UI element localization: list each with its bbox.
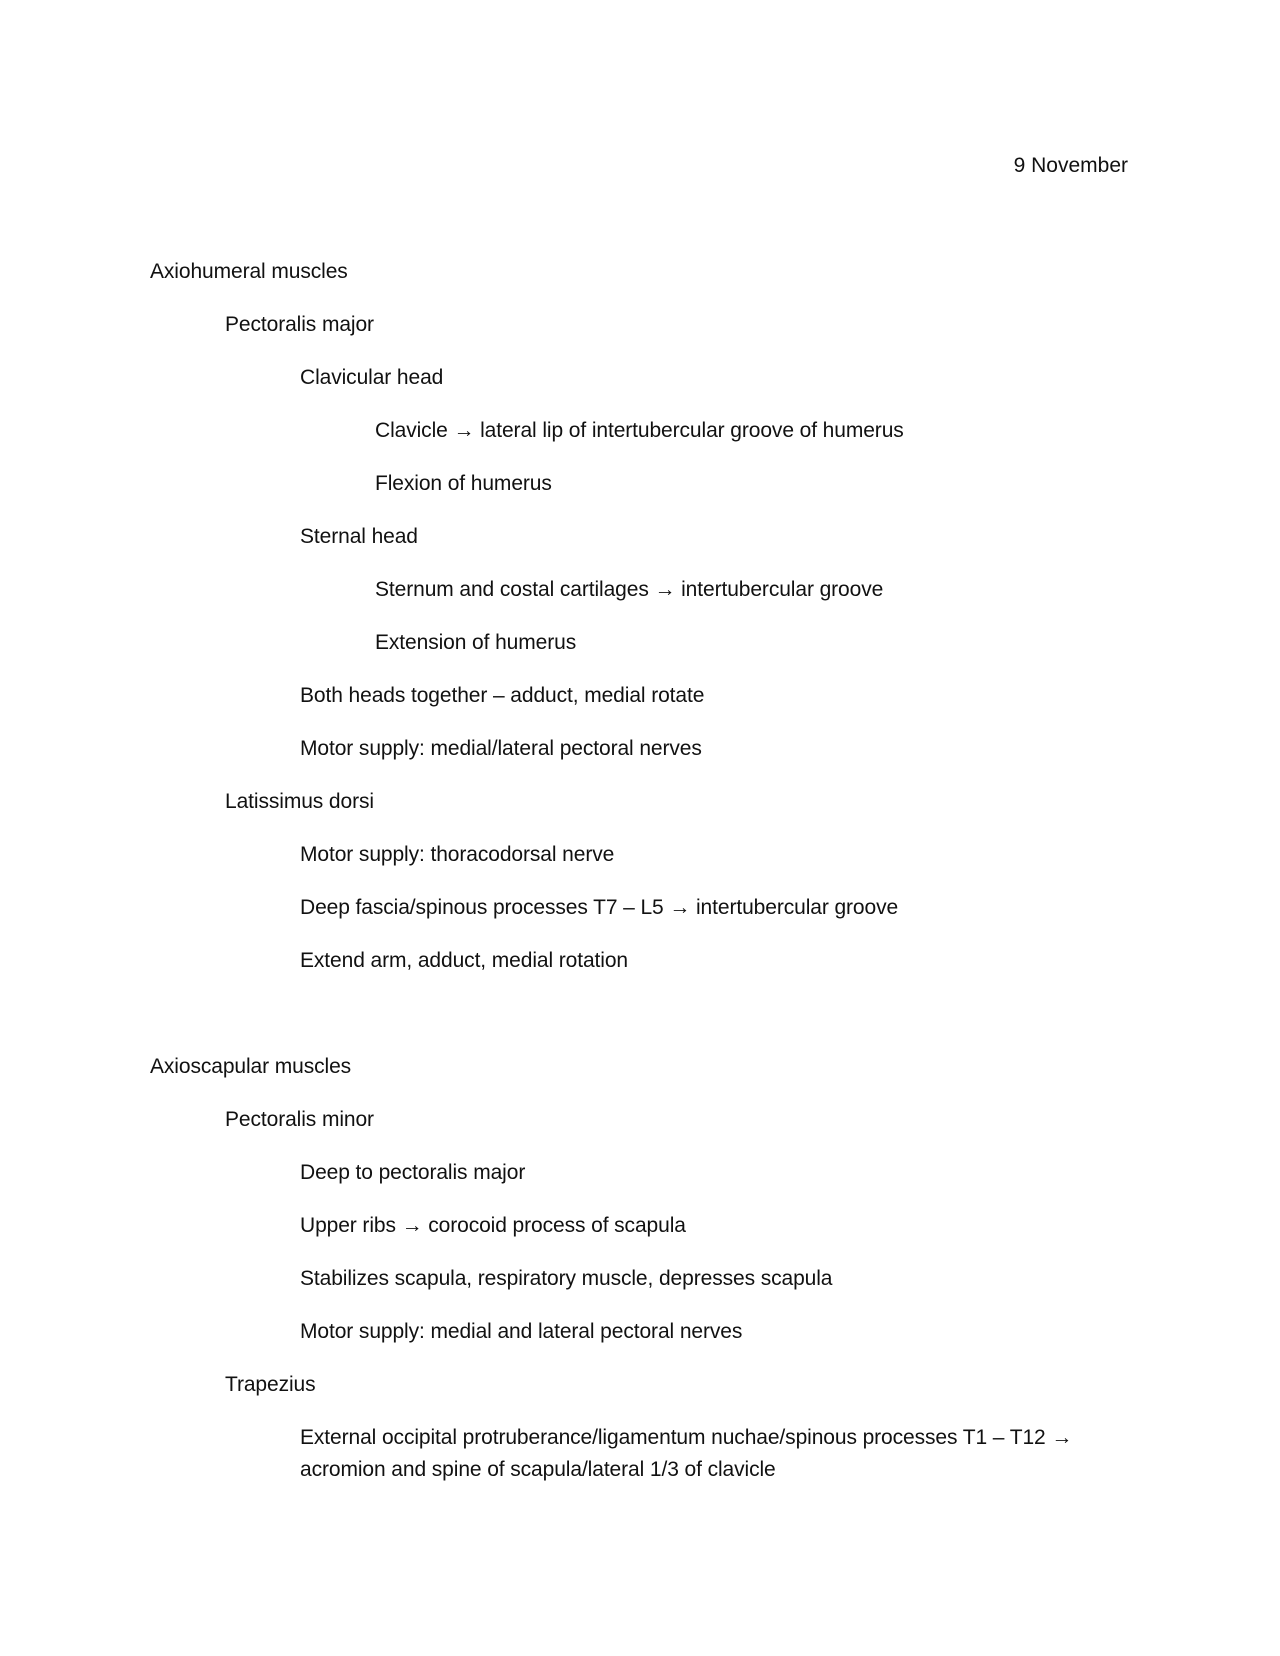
note-deep-to-pectoralis-major: Deep to pectoralis major [300,1161,526,1184]
section-heading-axiohumeral: Axiohumeral muscles [150,260,348,283]
note-motor-supply-thoracodorsal: Motor supply: thoracodorsal nerve [300,843,615,866]
note-motor-supply-medial-lateral: Motor supply: medial and lateral pectoral nerves [300,1320,743,1343]
note-extension-humerus: Extension of humerus [375,631,577,654]
note-stabilizes-scapula: Stabilizes scapula, respiratory muscle, depresses scapula [300,1267,833,1290]
note-trapezius-attachment: External occipital protruberance/ligamentum nuchae/spinous processes T1 – T12 → acromion and spine of scapula/lateral 1/3 of clavicle [300,1426,1073,1481]
note-deep-fascia-attachment: Deep fascia/spinous processes T7 – L5 → intertubercular groove [300,896,899,919]
subheading-clavicular-head: Clavicular head [300,366,444,389]
muscle-latissimus-dorsi: Latissimus dorsi [225,790,374,813]
muscle-pectoralis-minor: Pectoralis minor [225,1108,374,1131]
note-sternum-attachment: Sternum and costal cartilages → intertubercular groove [375,578,884,601]
section-heading-axioscapular: Axioscapular muscles [150,1055,352,1078]
note-upper-ribs-attachment: Upper ribs → corocoid process of scapula [300,1214,686,1237]
note-clavicle-attachment: Clavicle → lateral lip of intertubercular groove of humerus [375,419,904,442]
muscle-pectoralis-major: Pectoralis major [225,313,374,336]
note-motor-supply-pectoral: Motor supply: medial/lateral pectoral nerves [300,737,702,760]
note-both-heads: Both heads together – adduct, medial rotate [300,684,705,707]
note-flexion-humerus: Flexion of humerus [375,472,552,495]
subheading-sternal-head: Sternal head [300,525,418,548]
date-heading: 9 November [1013,154,1128,177]
muscle-trapezius: Trapezius [225,1373,316,1396]
note-extend-arm: Extend arm, adduct, medial rotation [300,949,629,972]
